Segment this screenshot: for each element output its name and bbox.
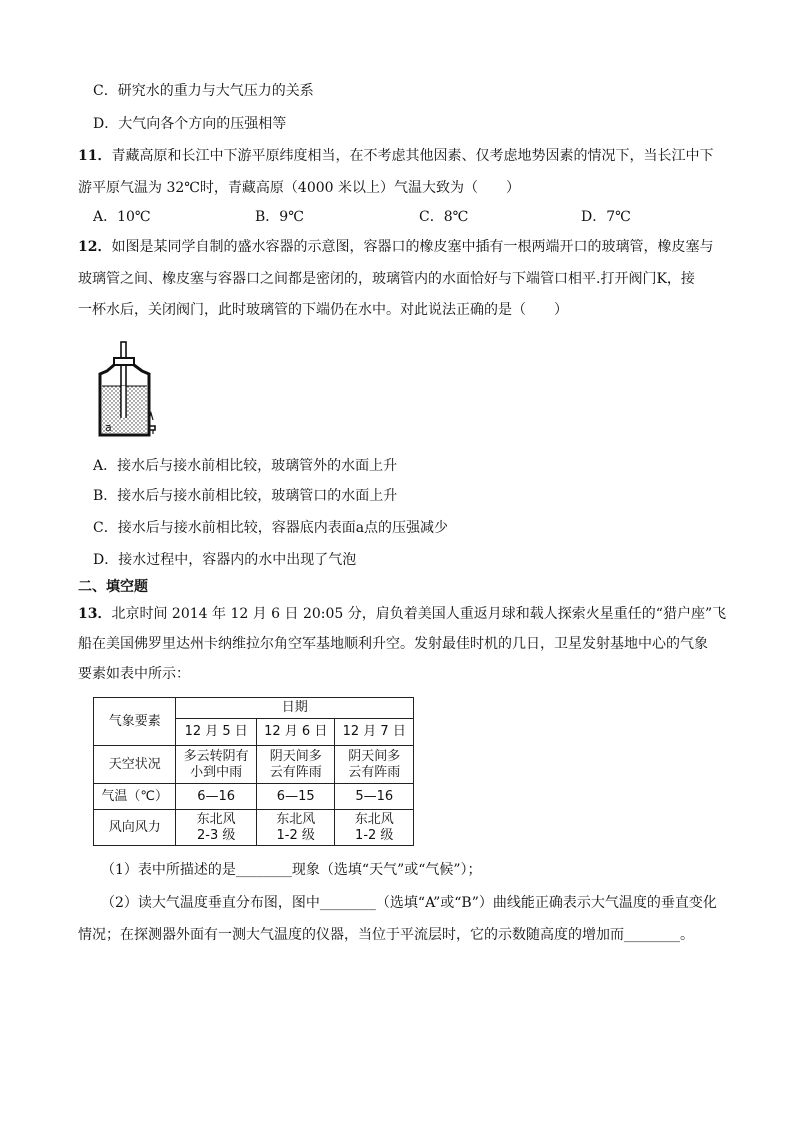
q12-stem-line1 [78, 237, 713, 257]
q11-option-d: D．7℃ [581, 209, 631, 225]
table-cell: 东北风 1-2 级 [335, 810, 414, 846]
q12-stem-line3: 一杯水后，关闭阀门，此时玻璃管的下端仍在水中。对此说法正确的是（ ） [78, 302, 568, 318]
q12-stem-line2: 玻璃管之间、橡皮塞与容器口之间都是密闭的，玻璃管内的水面恰好与下端管口相平.打开阀门K，接 [78, 271, 695, 287]
table-corner-header: 气象要素 [94, 698, 176, 746]
weather-table [93, 697, 414, 846]
table-date-header: 日期 [176, 698, 414, 719]
q10-option-d: D．大气向各个方向的压强相等 [93, 116, 287, 132]
table-date-cell: 12 月 7 日 [335, 719, 414, 746]
table-cell: 东北风 1-2 级 [256, 810, 335, 846]
q12-number: 12． [78, 239, 112, 255]
table-cell: 6—16 [176, 784, 257, 810]
q13-subquestion-2-line2: 情况；在探测器外面有一测大气温度的仪器，当位于平流层时，它的示数随高度的增加而________。 [78, 927, 694, 943]
table-date-cell: 12 月 6 日 [256, 719, 335, 746]
q13-stem-line1 [78, 604, 726, 624]
table-cell: 东北风 2-3 级 [176, 810, 257, 846]
table-row-label: 天空状况 [94, 746, 176, 784]
point-a-label: a [105, 421, 112, 434]
glass-tube-inner [122, 386, 125, 418]
q10-option-c: C．研究水的重力与大气压力的关系 [93, 83, 314, 99]
q11-option-c: C．8℃ [419, 209, 469, 225]
table-cell: 阴天间多 云有阵雨 [256, 746, 335, 784]
q11-number: 11． [78, 148, 112, 164]
q12-option-b: B．接水后与接水前相比较，玻璃管口的水面上升 [93, 488, 398, 504]
q13-subquestion-1: （1）表中所描述的是________现象（选填“天气”或“气候”）； [101, 862, 482, 878]
q12-option-a: A．接水后与接水前相比较，玻璃管外的水面上升 [93, 458, 398, 474]
q11-stem-line1 [78, 146, 713, 166]
q11-stem-text1: 青藏高原和长江中下游平原纬度相当，在不考虑其他因素、仅考虑地势因素的情况下，当长江中下 [111, 148, 714, 164]
table-cell: 多云转阴有 小到中雨 [176, 746, 257, 784]
table-row-label: 风向风力 [94, 810, 176, 846]
q13-stem-line2: 船在美国佛罗里达州卡纳维拉尔角空军基地顺利升空。发射最佳时机的几日，卫星发射基地中心的气象 [78, 636, 708, 652]
q12-option-c: C．接水后与接水前相比较，容器底内表面a点的压强减少 [93, 520, 449, 536]
table-cell: 6—15 [256, 784, 335, 810]
q11-option-a: A．10℃ [93, 209, 151, 225]
q13-stem-line3: 要素如表中所示： [78, 666, 190, 682]
table-row-label: 气温（℃） [94, 784, 176, 810]
table-cell: 5—16 [335, 784, 414, 810]
section-heading: 二、填空题 [78, 579, 148, 595]
q12-option-d: D．接水过程中，容器内的水中出现了气泡 [93, 552, 357, 568]
q13-subquestion-2-line1: （2）读大气温度垂直分布图，图中________（选填“A”或“B”）曲线能正确表示大气温度的垂直变化 [101, 895, 717, 911]
q13-stem-text1: 北京时间 2014 年 12 月 6 日 20:05 分，肩负着美国人重返月球和载人探索火星重任的“猎户座”飞 [111, 606, 727, 622]
q11-option-b: B．9℃ [255, 209, 304, 225]
q12-stem-text1: 如图是某同学自制的盛水容器的示意图，容器口的橡皮塞中插有一根两端开口的玻璃管，橡皮塞与 [111, 239, 714, 255]
table-date-cell: 12 月 5 日 [176, 719, 257, 746]
rubber-stopper [114, 358, 134, 365]
table-cell: 阴天间多 云有阵雨 [335, 746, 414, 784]
water-container-figure [95, 338, 165, 438]
q11-stem-line2: 游平原气温为 32℃时，青藏高原（4000 米以上）气温大致为（ ） [78, 180, 521, 196]
q13-number: 13． [78, 606, 112, 622]
